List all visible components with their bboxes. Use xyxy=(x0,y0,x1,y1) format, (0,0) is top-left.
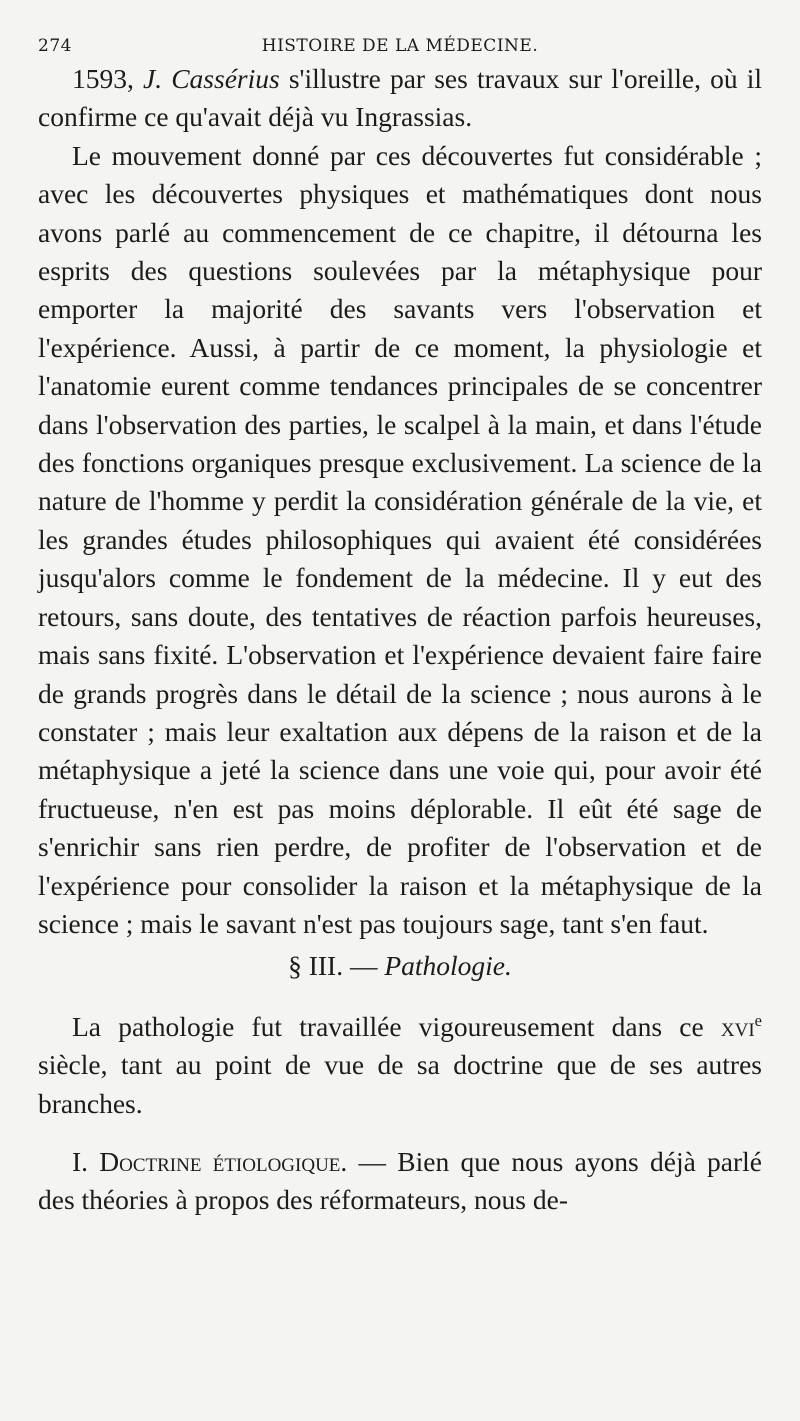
page-number: 274 xyxy=(38,36,72,56)
paragraph-doctrine xyxy=(38,1143,762,1220)
spacer xyxy=(38,1123,762,1143)
year: 1593, xyxy=(72,63,134,94)
section-title: Pathologie. xyxy=(384,950,512,982)
century-numeral: xvi xyxy=(720,1010,755,1042)
paragraph-text: s'illustre par ses travaux sur l'oreille, où il confirme ce qu'avait déjà vu Ingrassias. xyxy=(38,63,762,133)
author-name: J. Cassérius xyxy=(143,63,280,94)
paragraph-casserius xyxy=(38,60,762,137)
body-text xyxy=(38,60,762,1220)
paragraph-text: — Bien que nous ayons déjà parlé des théories à propos des réformateurs, nous de- xyxy=(38,1145,763,1216)
paragraph-text: La pathologie fut travaillée vigoureusement dans ce xyxy=(72,1010,721,1042)
subsection-label: I. Doctrine étiologique. xyxy=(72,1145,348,1177)
section-number: § III. — xyxy=(288,950,378,982)
paragraph-pathology xyxy=(38,1008,762,1123)
century-superscript: e xyxy=(754,1010,762,1030)
paragraph-movement: Le mouvement donné par ces découvertes fut considérable ; avec les découvertes physiques et mathématiques dont nous avons parlé au commencement de ce chapitre, il détourna les esprits des questions soulevées par la métaphysique pour emporter la majorité des savants vers l'observation et l'expérience. Aussi, à partir de ce moment, la physiologie et l'anatomie eurent comme tendances principales de se concentrer dans l'observation des parties, le scalpel à la main, et dans l'étude des fonctions organiques presque exclusivement. La science de la nature de l'homme y perdit la considération générale de la vie, et les grandes études philosophiques qui avaient été considérées jusqu'alors comme le fondement de la médecine. Il y eut des retours, sans doute, des tentatives de réaction parfois heureuses, mais sans fixité. L'observation et l'expérience devaient faire faire de grands progrès dans le détail de la science ; nous aurons à le constater ; mais leur exaltation aux dépens de la raison et de la métaphysique a jeté la science dans une voie qui, pour avoir été fructueuse, n'en est pas moins déplorable. Il eût été sage de s'enrichir sans rien perdre, de profiter de l'observation et de l'expérience pour consolider la raison et la métaphysique de la science ; mais le savant n'est pas toujours sage, tant s'en faut. xyxy=(38,139,762,939)
section-heading xyxy=(38,947,762,985)
running-head xyxy=(38,30,762,60)
paragraph-text: siècle, tant au point de vue de sa doctrine que de ses autres branches. xyxy=(38,1049,762,1119)
running-title: HISTOIRE DE LA MÉDECINE. xyxy=(261,36,539,56)
